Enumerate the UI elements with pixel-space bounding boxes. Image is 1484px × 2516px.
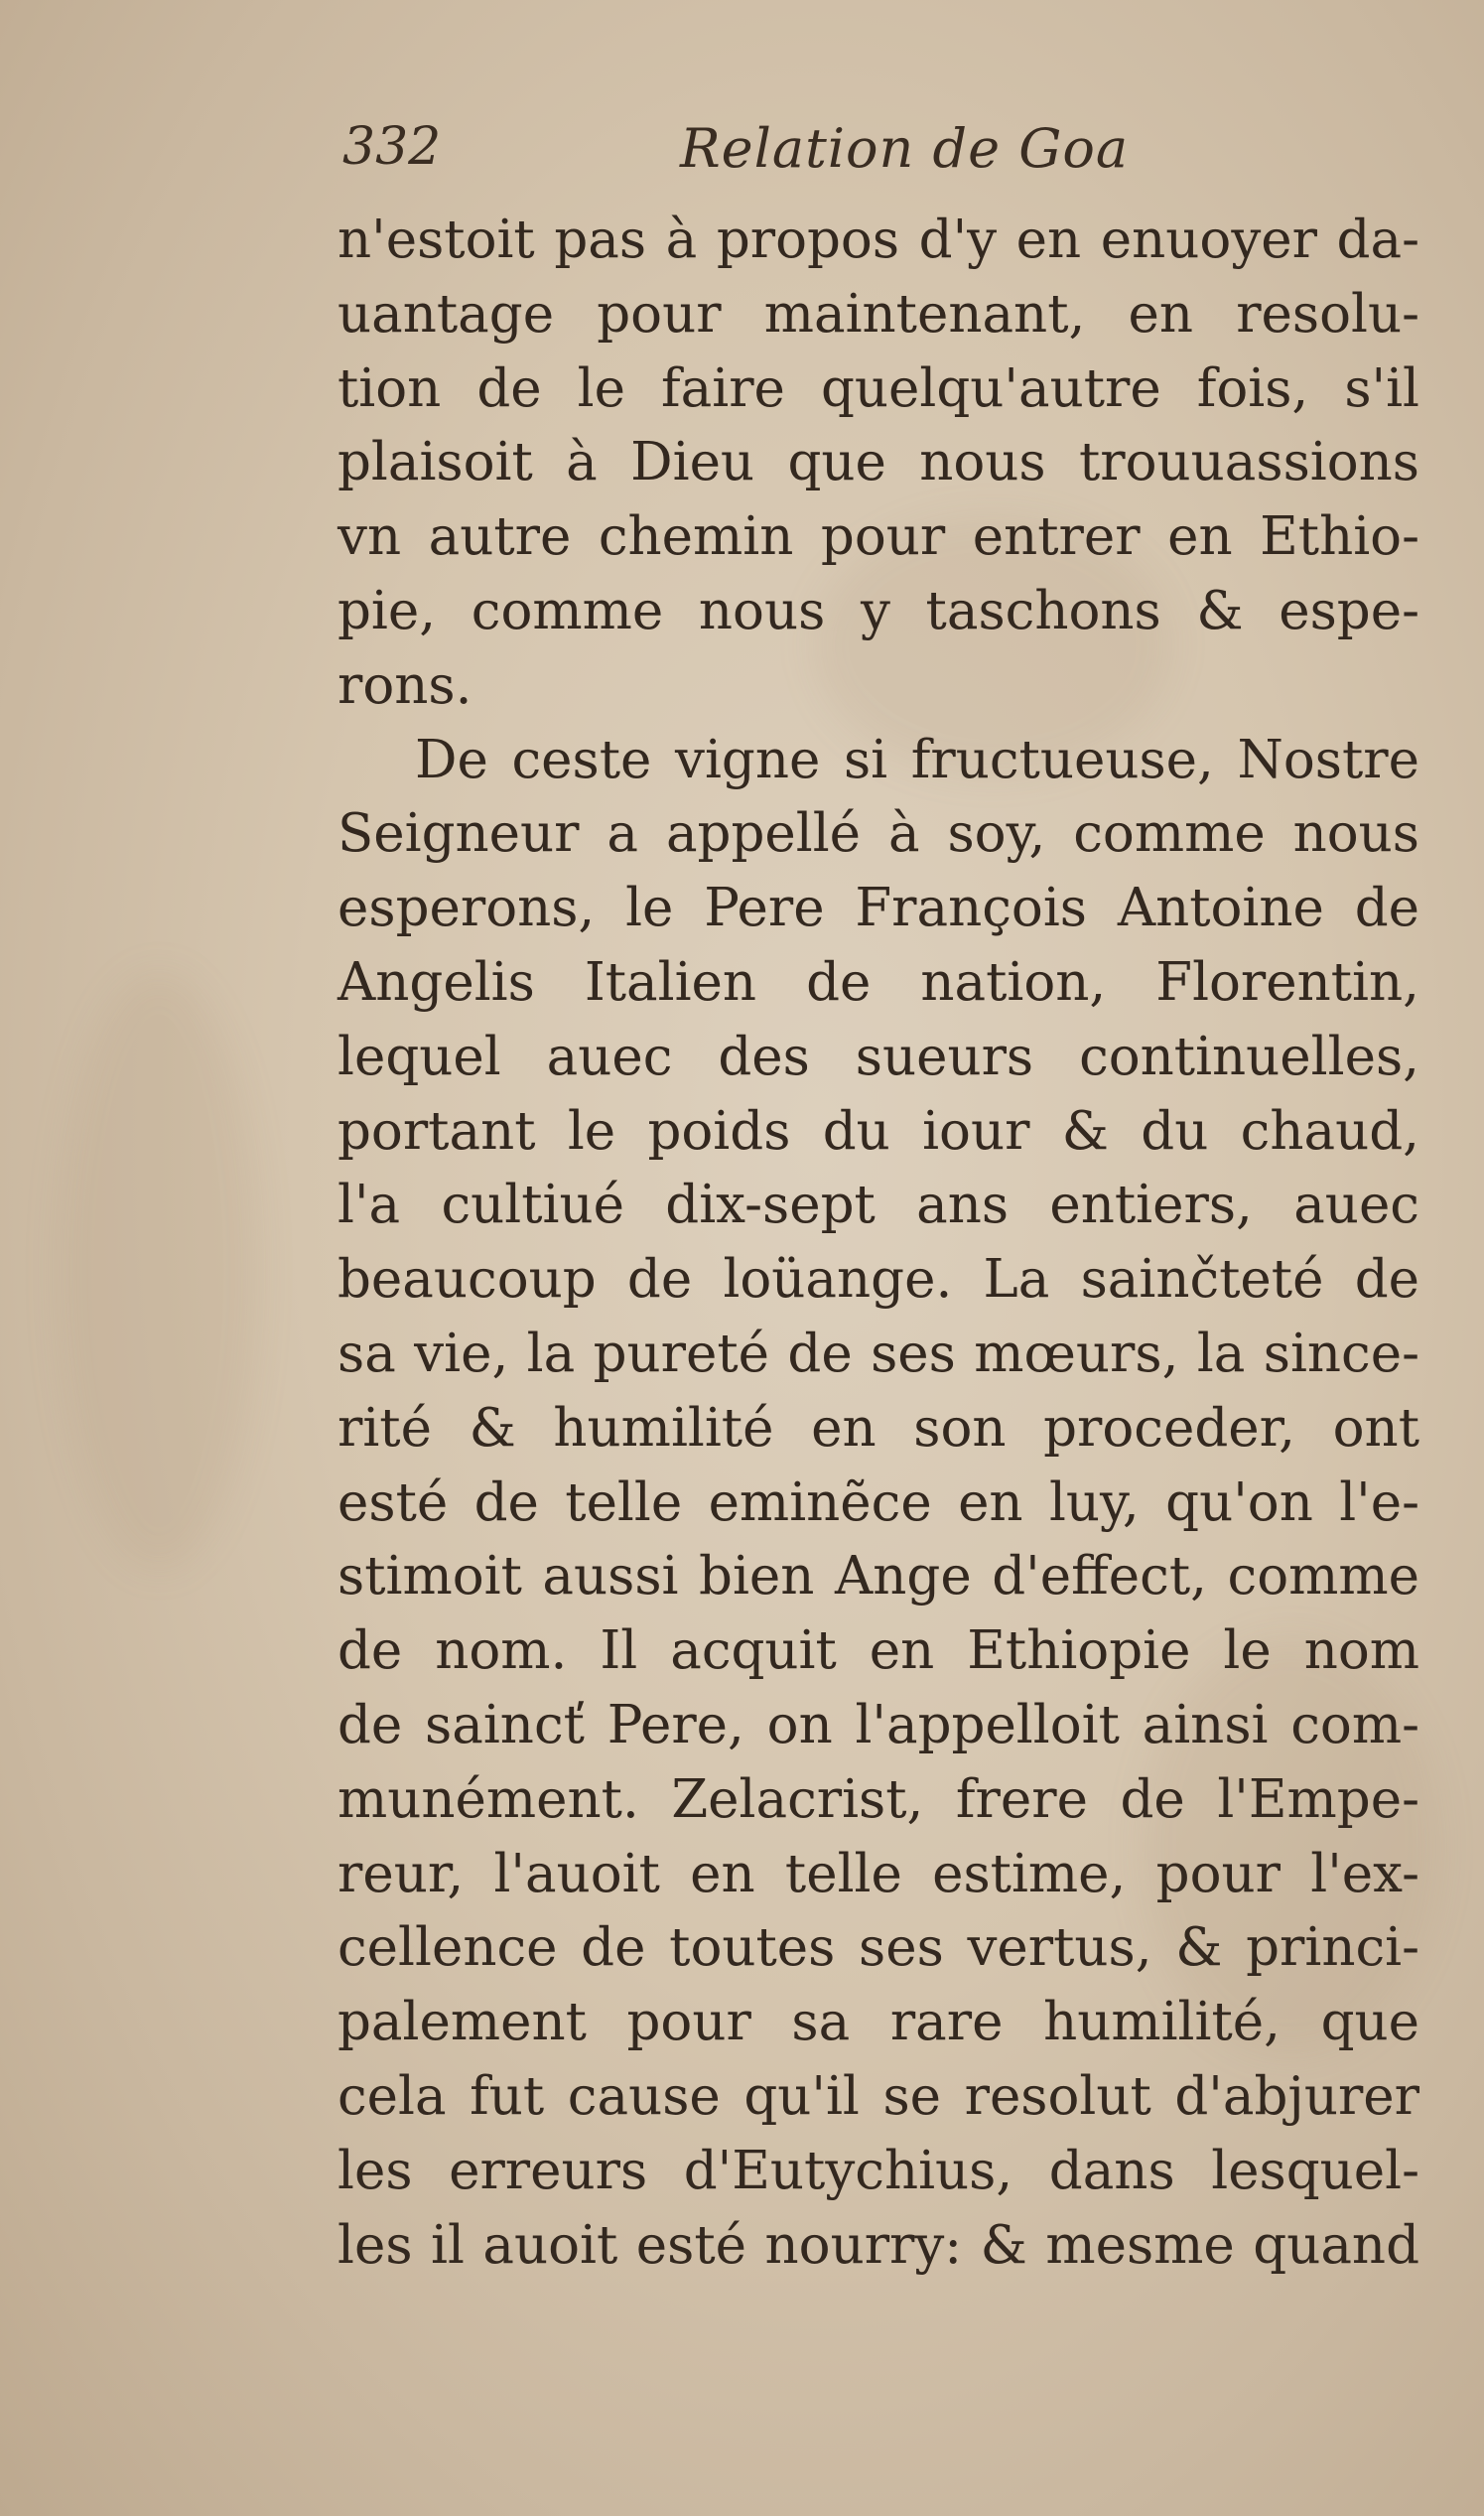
text-line: sa vie, la pureté de ses mœurs, la since- [337,1323,1419,1384]
text-line: uantage pour maintenant, en resolu- [337,283,1419,345]
page-number: 332 [342,117,442,177]
text-line: stimoit aussi bien Ange d'effect, comme [337,1546,1419,1607]
text-line: rons. [337,654,472,716]
text-line: De ceste vigne si fructueuse, Nostre [415,729,1419,790]
body-text [337,204,1419,2283]
text-line: palement pour sa rare humilité, que [337,1992,1419,2053]
text-line: lequel auec des sueurs continuelles, [337,1026,1419,1087]
text-line: les erreurs d'Eutychius, dans lesquel- [337,2140,1419,2201]
text-line: beaucoup de loüange. La sainčteté de [337,1249,1419,1311]
text-line: l'a cultiué dix-sept ans entiers, auec [337,1175,1419,1236]
paper-stain [60,973,258,1569]
text-line: Seigneur a appellé à soy, comme nous [337,803,1419,865]
text-line: Angelis Italien de nation, Florentin, [337,951,1419,1013]
text-line: rité & humilité en son proceder, ont [337,1397,1419,1459]
text-line: esté de telle eminẽce en luy, qu'on l'e- [337,1471,1419,1533]
text-line: reur, l'auoit en telle estime, pour l'ex- [337,1843,1419,1904]
text-line: de nom. Il acquit en Ethiopie le nom [337,1620,1419,1682]
text-line: cellence de toutes ses vertus, & princi- [337,1917,1419,1979]
text-line: plaisoit à Dieu que nous trouuassions [337,432,1419,493]
running-title: Relation de Goa [680,117,1130,180]
running-head [342,117,1434,197]
text-line: les il auoit esté nourry: & mesme quand [337,2214,1419,2276]
text-line: n'estoit pas à propos d'y en enuoyer da- [337,210,1419,270]
text-line: de saincť Pere, on l'appelloit ainsi com- [337,1694,1419,1755]
text-line: pie, comme nous y taschons & espe- [337,580,1419,641]
text-line: tion de le faire quelqu'autre fois, s'il [337,357,1419,419]
text-line: cela fut cause qu'il se resolut d'abjurer [337,2065,1419,2127]
text-line: munément. Zelacrist, frere de l'Empe- [337,1768,1419,1830]
text-line: vn autre chemin pour entrer en Ethio- [337,506,1419,568]
text-line: esperons, le Pere François Antoine de [337,878,1419,939]
text-line: portant le poids du iour & du chaud, [337,1100,1419,1162]
